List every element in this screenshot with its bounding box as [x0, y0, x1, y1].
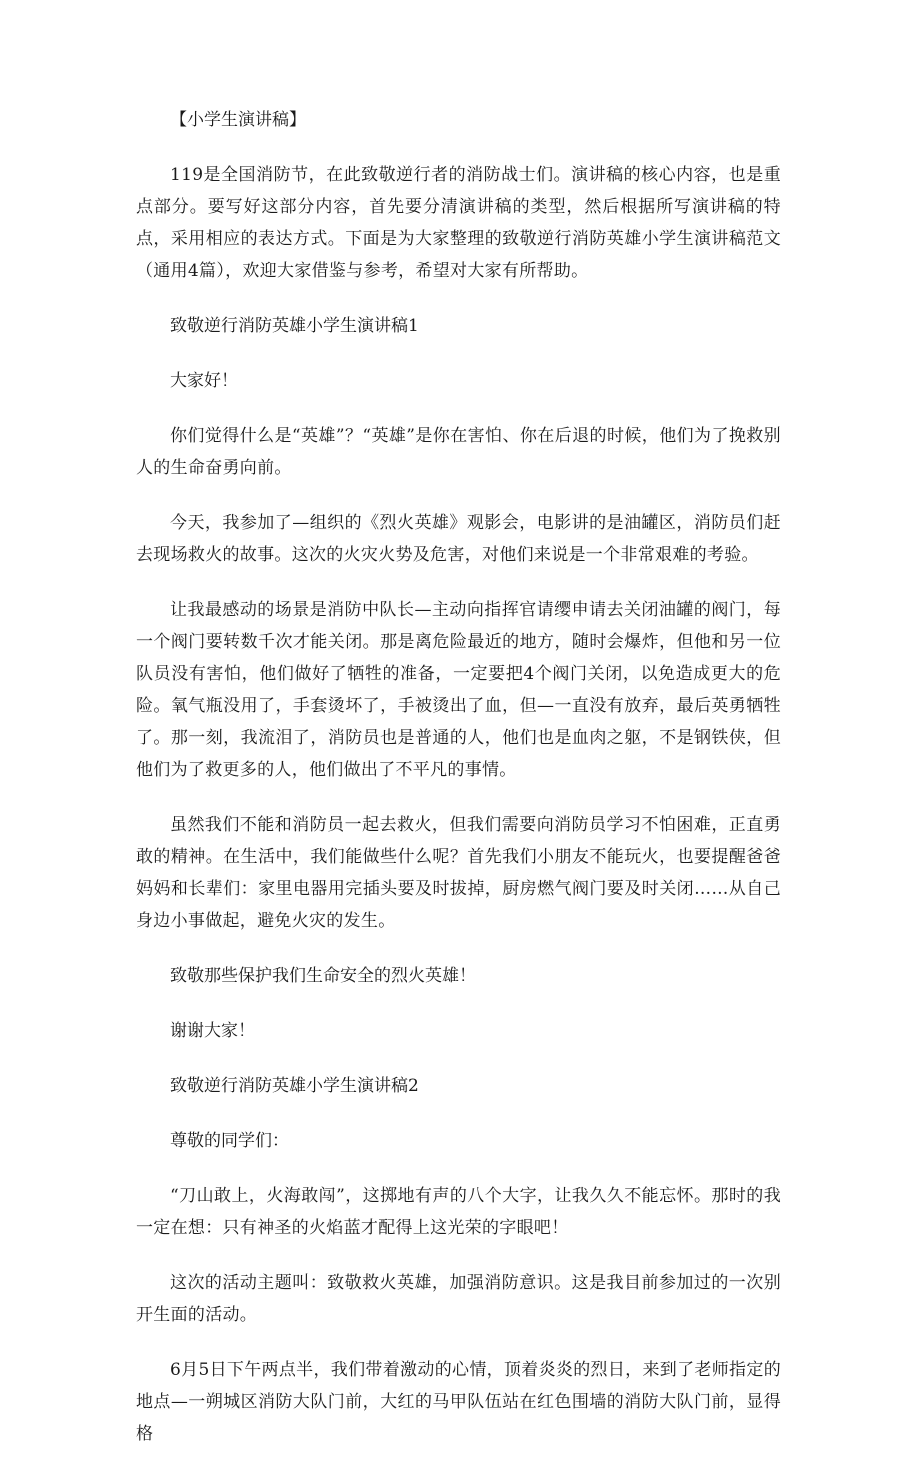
speech-1-closing: 谢谢大家！ — [170, 1021, 255, 1041]
speech-1-paragraph-1: 你们觉得什么是“英雄”？“英雄”是你在害怕、你在后退的时候，他们为了挽救别人的生命奋勇向前。 — [136, 426, 781, 478]
speech-1-paragraph-5: 致敬那些保护我们生命安全的烈火英雄！ — [170, 966, 476, 986]
speech-1-paragraph-4: 虽然我们不能和消防员一起去救火，但我们需要向消防员学习不怕困难，正直勇敢的精神。在生活中，我们能做些什么呢？首先我们小朋友不能玩火，也要提醒爸爸妈妈和长辈们：家里电器用完插头要及时拔掉，厨房燃气阀门要及时关闭……从自己身边小事做起，避免火灾的发生。 — [136, 815, 781, 931]
document-body — [136, 104, 781, 1473]
speech-2-greeting: 尊敬的同学们： — [170, 1131, 289, 1151]
document-header: 【小学生演讲稿】 — [170, 110, 306, 130]
intro-paragraph: 119是全国消防节，在此致敬逆行者的消防战士们。演讲稿的核心内容，也是重点部分。要写好这部分内容，首先要分清演讲稿的类型，然后根据所写演讲稿的特点，采用相应的表达方式。下面是为大家整理的致敬逆行消防英雄小学生演讲稿范文（通用4篇），欢迎大家借鉴与参考，希望对大家有所帮助。 — [136, 165, 781, 281]
speech-1-paragraph-3: 让我最感动的场景是消防中队长—主动向指挥官请缨申请去关闭油罐的阀门，每一个阀门要转数千次才能关闭。那是离危险最近的地方，随时会爆炸，但他和另一位队员没有害怕，他们做好了牺牲的准备，一定要把4个阀门关闭，以免造成更大的危险。氧气瓶没用了，手套烫坏了，手被烫出了血，但—一直没有放弃，最后英勇牺牲了。那一刻，我流泪了，消防员也是普通的人，他们也是血肉之躯，不是钢铁侠，但他们为了救更多的人，他们做出了不平凡的事情。 — [136, 600, 781, 780]
speech-1-paragraph-2: 今天，我参加了—组织的《烈火英雄》观影会，电影讲的是油罐区，消防员们赶去现场救火的故事。这次的火灾火势及危害，对他们来说是一个非常艰难的考验。 — [136, 513, 781, 565]
speech-2-paragraph-3: 6月5日下午两点半，我们带着激动的心情，顶着炎炎的烈日，来到了老师指定的地点—一朔城区消防大队门前，大红的马甲队伍站在红色围墙的消防大队门前，显得格 — [136, 1360, 781, 1444]
speech-1-greeting: 大家好！ — [170, 371, 238, 391]
speech-1-title: 致敬逆行消防英雄小学生演讲稿1 — [170, 316, 419, 336]
speech-2-paragraph-1: “刀山敢上，火海敢闯”，这掷地有声的八个大字，让我久久不能忘怀。那时的我一定在想：只有神圣的火焰蓝才配得上这光荣的字眼吧！ — [136, 1186, 781, 1238]
speech-2-title: 致敬逆行消防英雄小学生演讲稿2 — [170, 1076, 419, 1096]
speech-2-paragraph-2: 这次的活动主题叫：致敬救火英雄，加强消防意识。这是我目前参加过的一次别开生面的活动。 — [136, 1273, 781, 1325]
